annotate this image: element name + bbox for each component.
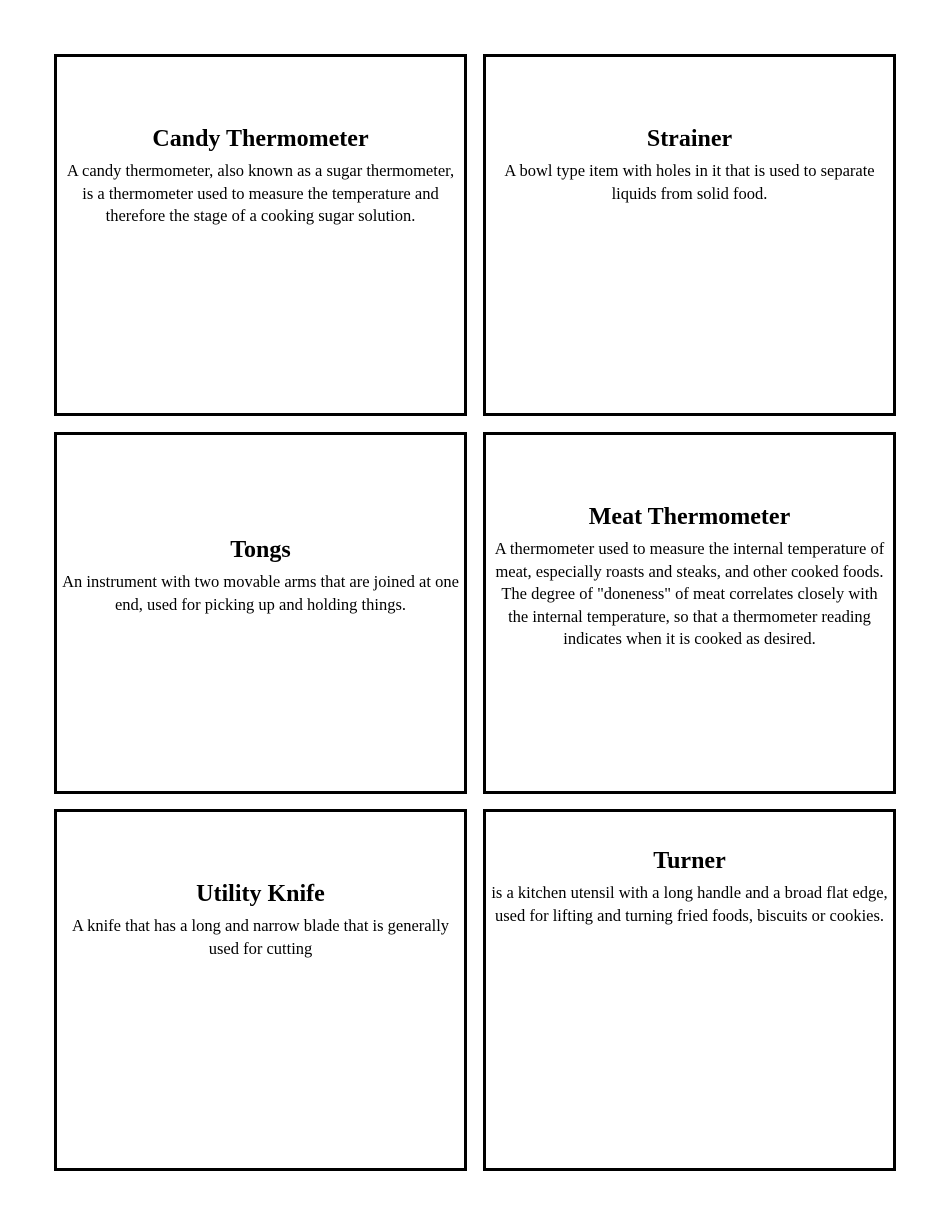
card-content	[57, 125, 464, 228]
card-turner	[483, 809, 896, 1171]
card-description: is a kitchen utensil with a long handle and a broad flat edge, used for lifting and turning fried foods, biscuits or cookies.	[491, 883, 888, 925]
card-content	[57, 880, 464, 960]
card-content	[486, 125, 893, 205]
card-candy-thermometer	[54, 54, 467, 416]
card-utility-knife	[54, 809, 467, 1171]
card-content	[57, 536, 464, 616]
card-description: A candy thermometer, also known as a sugar thermometer, is a thermometer used to measure the temperature and therefore the stage of a cooking sugar solution.	[66, 161, 455, 225]
card-title: Meat Thermometer	[588, 504, 791, 530]
card-description: An instrument with two movable arms that are joined at one end, used for picking up and holding things.	[62, 572, 459, 614]
card-title: Candy Thermometer	[152, 126, 369, 152]
card-title: Tongs	[230, 537, 291, 563]
card-content	[486, 503, 893, 651]
card-strainer	[483, 54, 896, 416]
card-tongs	[54, 432, 467, 794]
card-meat-thermometer	[483, 432, 896, 794]
card-title: Utility Knife	[196, 881, 325, 907]
card-title: Turner	[653, 848, 726, 874]
card-title: Strainer	[646, 126, 733, 152]
card-description: A knife that has a long and narrow blade that is generally used for cutting	[71, 916, 450, 958]
card-content	[486, 847, 893, 927]
card-description: A thermometer used to measure the internal temperature of meat, especially roasts and steaks, and other cooked foods. The degree of "doneness" of meat correlates closely with the internal temperature, so that a thermometer reading indicates when it is cooked as desired.	[494, 539, 885, 648]
card-description: A bowl type item with holes in it that is used to separate liquids from solid food.	[504, 161, 875, 203]
